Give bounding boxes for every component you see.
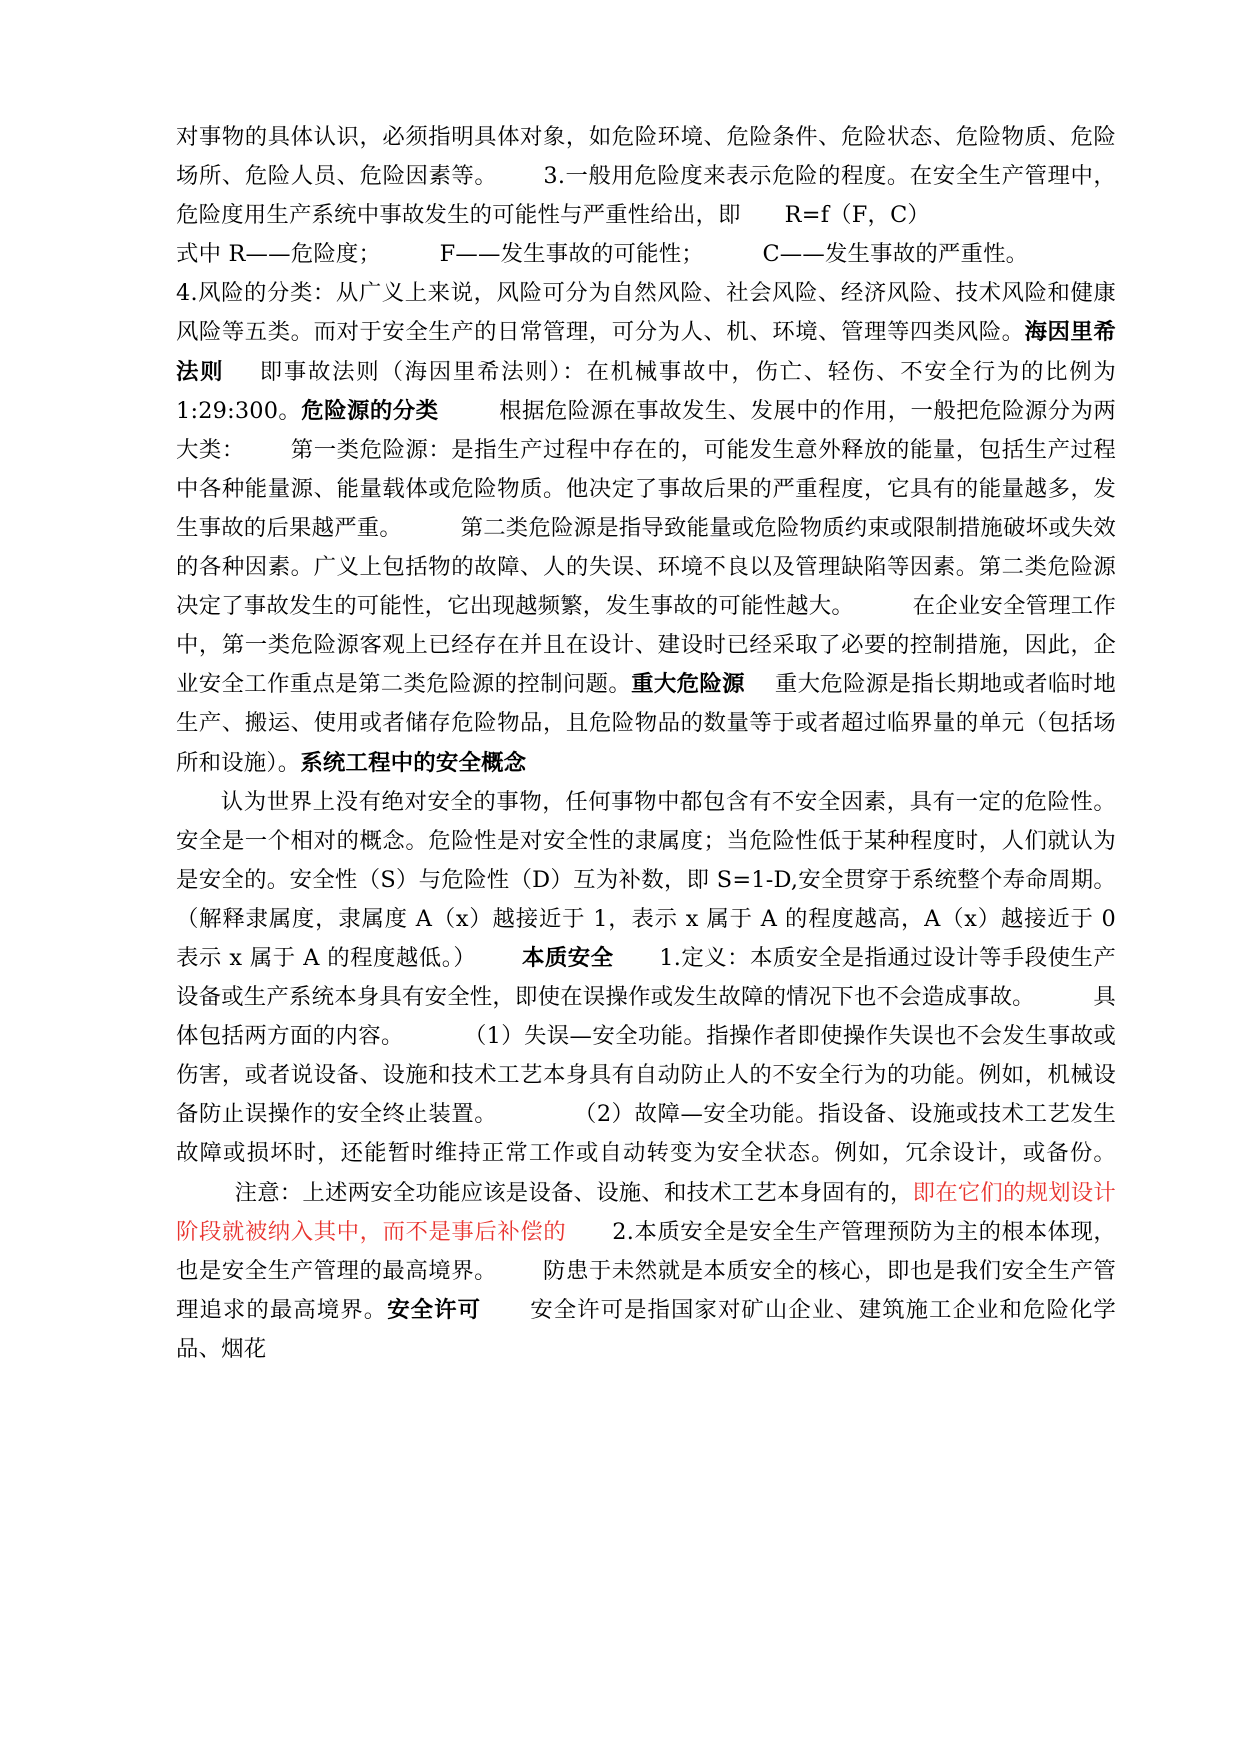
body-text: 注意：上述两安全功能应该是设备、设施、和技术工艺本身固有的，: [234, 1179, 913, 1206]
body-text: F——发生事故的可能性；: [439, 241, 704, 268]
body-text: 重大危险源是指长期地或者临时地生产、搬运、使用或者储存危险物品，且危险物品的数量等于或者超过临界量的单元（包括场所和设施）。: [176, 671, 1117, 776]
body-text: 在企业安全管理工作中，第一类危险源客观上已经存在并且在设计、建设时已经采取了必要的控制措施，因此，企业安全工作重点是第二类危险源的控制问题。: [176, 593, 1116, 698]
section-heading: 安全许可: [387, 1296, 482, 1323]
body-paragraph: [176, 118, 1116, 783]
body-text: 即事故法则（海因里希法则）：在机械事故中，伤亡、轻伤、不安全行为的比例为 1:29:300。: [176, 358, 1116, 424]
body-text: 4.风险的分类：从广义上来说，风险可分为自然风险、社会风险、经济风险、技术风险和健康风险等五类。而对于安全生产的日常管理，可分为人、机、环境、管理等四类风险。: [176, 280, 1116, 346]
body-text: 3.一般用危险度来表示危险的程度。在安全生产管理中，危险度用生产系统中事故发生的可能性与严重性给出，即: [176, 163, 1117, 229]
body-text: 根据危险源在事故发生、发展中的作用，一般把危险源分为两大类：: [176, 397, 1116, 463]
section-heading: 系统工程中的安全概念: [300, 749, 527, 776]
body-text: 2.本质安全是安全生产管理预防为主的根本体现，也是安全生产管理的最高境界。: [176, 1218, 1117, 1284]
body-text: 第二类危险源是指导致能量或危险物质约束或限制措施破坏或失效的各种因素。广义上包括物的故障、人的失误、环境不良以及管理缺陷等因素。第二类危险源决定了事故发生的可能性，它出现越频繁，发生事故的可能性越大。: [176, 514, 1116, 620]
section-heading: 本质安全: [522, 944, 614, 971]
body-text: 1.定义：本质安全是指通过设计等手段使生产设备或生产系统本身具有安全性，即使在误操作或发生故障的情况下也不会造成事故。: [176, 944, 1116, 1011]
section-heading: 海因里希法则: [176, 319, 1116, 385]
body-text: C——发生事故的严重性。: [762, 241, 1029, 268]
body-text: 安全许可是指国家对矿山企业、建筑施工企业和危险化学品、烟花: [176, 1296, 1116, 1362]
body-text: 式中 R——危险度；: [176, 241, 382, 268]
highlighted-text: 即在它们的规划设计阶段就被纳入其中，而不是事后补偿的: [176, 1179, 1116, 1245]
formula: R=f（F，C）: [784, 202, 931, 229]
body-text: （1）失误—安全功能。指操作者即使操作失误也不会发生事故或伤害，或者说设备、设施和技术工艺本身具有自动防止人的不安全行为的功能。例如，机械设备防止误操作的安全终止装置。: [176, 1023, 1117, 1128]
body-text: 认为世界上没有绝对安全的事物，任何事物中都包含有不安全因素，具有一定的危险性。安全是一个相对的概念。危险性是对安全性的隶属度；当危险性低于某种程度时，人们就认为是安全的。安全性（S）与危险性（D）互为补数，即 S=1-D,安全贯穿于系统整个寿命周期。（解释隶属度，隶属度 A（x）越接近于 1，表示 x 属于 A 的程度越高，A（x）越接近于 0 表示 x 属于 A 的程度越低。）: [176, 788, 1116, 971]
section-heading: 重大危险源: [631, 671, 745, 698]
document-body: [176, 118, 1116, 1369]
body-text: 第一类危险源：是指生产过程中存在的，可能发生意外释放的能量，包括生产过程中各种能量源、能量载体或危险物质。他决定了事故后果的严重程度，它具有的能量越多，发生事故的后果越严重。: [176, 436, 1117, 541]
body-text: 防患于未然就是本质安全的核心，即也是我们安全生产管理追求的最高境界。: [176, 1257, 1117, 1323]
body-text: （2）故障—安全功能。指设备、设施或技术工艺发生故障或损坏时，还能暂时维持正常工作或自动转变为安全状态。例如，冗余设计，或备份。: [176, 1101, 1116, 1167]
body-paragraph: [176, 783, 1116, 1369]
body-text: 对事物的具体认识，必须指明具体对象，如危险环境、危险条件、危险状态、危险物质、危险场所、危险人员、危险因素等。: [176, 124, 1116, 190]
section-heading: 危险源的分类: [301, 397, 439, 424]
body-text: 具体包括两方面的内容。: [176, 984, 1116, 1050]
